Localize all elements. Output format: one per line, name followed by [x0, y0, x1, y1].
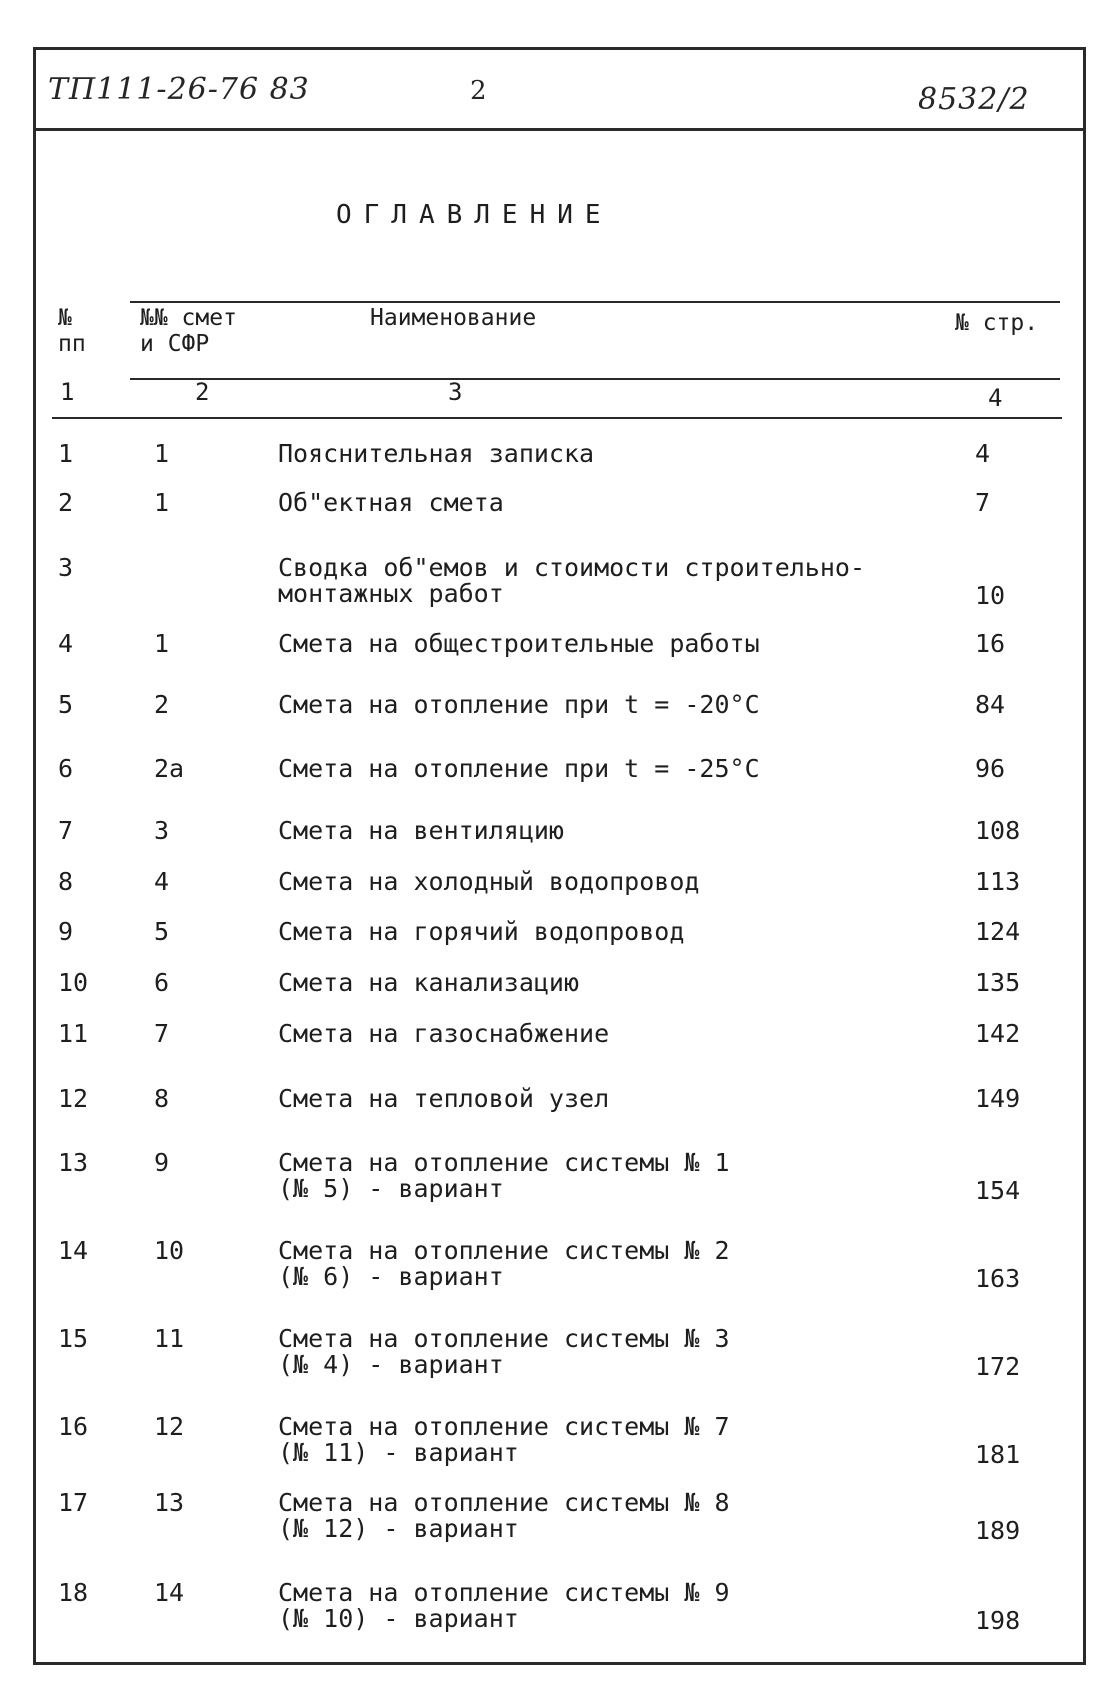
entry-name-line: Смета на отопление системы № 8 — [278, 1488, 730, 1517]
entry-name-line: Смета на общестроительные работы — [278, 629, 760, 658]
row-number: 3 — [58, 553, 74, 582]
page-reference: 198 — [975, 1606, 1021, 1635]
entry-name — [278, 970, 579, 996]
entry-name-line: Смета на отопление при t = -25°C — [278, 754, 760, 783]
entry-name — [278, 692, 760, 718]
page-reference: 4 — [975, 439, 991, 468]
entry-name — [278, 756, 760, 782]
row-number: 12 — [58, 1084, 89, 1113]
entry-name — [278, 1086, 609, 1112]
entry-name — [278, 1021, 609, 1047]
page-reference: 189 — [975, 1516, 1021, 1545]
row-number: 9 — [58, 917, 74, 946]
entry-name — [278, 1326, 730, 1378]
entry-name-line: (№ 5) - вариант — [278, 1174, 504, 1203]
entry-name-line: Смета на отопление при t = -20°C — [278, 690, 760, 719]
row-number: 4 — [58, 629, 74, 658]
page-reference: 7 — [975, 488, 991, 517]
row-number: 16 — [58, 1412, 89, 1441]
row-number: 18 — [58, 1578, 89, 1607]
entry-name-line: Сводка об"емов и стоимости строительно- — [278, 553, 865, 582]
page-reference: 96 — [975, 754, 1006, 783]
entry-name-line: (№ 10) - вариант — [278, 1604, 519, 1633]
row-number: 7 — [58, 816, 74, 845]
column-header-name: Наименование — [370, 305, 537, 331]
row-number: 13 — [58, 1148, 89, 1177]
table-colnum-rule — [52, 417, 1062, 419]
entry-name-line: Смета на отопление системы № 3 — [278, 1324, 730, 1353]
estimate-number: 8 — [154, 1084, 170, 1113]
estimate-number: 1 — [154, 488, 170, 517]
entry-name — [278, 441, 594, 467]
entry-name — [278, 1150, 730, 1202]
entry-name-line: Смета на канализацию — [278, 968, 580, 997]
entry-name — [278, 869, 699, 895]
column-number: 1 — [60, 378, 75, 406]
column-number: 2 — [195, 378, 210, 406]
page-reference: 181 — [975, 1440, 1021, 1469]
entry-name-line: Смета на отопление системы № 1 — [278, 1148, 730, 1177]
estimate-number: 13 — [154, 1488, 185, 1517]
table-top-rule — [130, 301, 1060, 303]
document-code: ТП111-26-76 83 — [48, 72, 310, 107]
entry-name-line: Смета на холодный водопровод — [278, 867, 700, 896]
entry-name — [278, 818, 564, 844]
entry-name — [278, 919, 684, 945]
entry-name-line: Смета на горячий водопровод — [278, 917, 685, 946]
column-number: 3 — [448, 378, 463, 406]
column-header-num: № пп — [58, 305, 86, 357]
estimate-number: 4 — [154, 867, 170, 896]
page-number: 2 — [470, 76, 487, 106]
entry-name-line: (№ 4) - вариант — [278, 1350, 504, 1379]
entry-name-line: (№ 6) - вариант — [278, 1262, 504, 1291]
entry-name — [278, 490, 504, 516]
entry-name-line: (№ 12) - вариант — [278, 1514, 519, 1543]
page-reference: 124 — [975, 917, 1021, 946]
row-number: 6 — [58, 754, 74, 783]
page-reference: 172 — [975, 1352, 1021, 1381]
estimate-number: 11 — [154, 1324, 185, 1353]
column-header-page: № стр. — [955, 310, 1039, 336]
entry-name-line: Пояснительная записка — [278, 439, 595, 468]
row-number: 15 — [58, 1324, 89, 1353]
estimate-number: 12 — [154, 1412, 185, 1441]
entry-name-line: Об"ектная смета — [278, 488, 504, 517]
entry-name — [278, 1414, 730, 1466]
estimate-number: 5 — [154, 917, 170, 946]
estimate-number: 14 — [154, 1578, 185, 1607]
table-header-rule — [130, 378, 1060, 380]
estimate-number: 1 — [154, 629, 170, 658]
entry-name-line: Смета на отопление системы № 7 — [278, 1412, 730, 1441]
page-reference: 16 — [975, 629, 1006, 658]
entry-name — [278, 631, 760, 657]
estimate-number: 1 — [154, 439, 170, 468]
page-reference: 10 — [975, 581, 1006, 610]
estimate-number: 10 — [154, 1236, 185, 1265]
estimate-number: 2 — [154, 690, 170, 719]
page-reference: 135 — [975, 968, 1021, 997]
estimate-number: 2а — [154, 754, 185, 783]
page-reference: 108 — [975, 816, 1021, 845]
entry-name-line: Смета на отопление системы № 9 — [278, 1578, 730, 1607]
entry-name-line: монтажных работ — [278, 579, 504, 608]
row-number: 2 — [58, 488, 74, 517]
estimate-number: 6 — [154, 968, 170, 997]
entry-name — [278, 555, 865, 607]
entry-name — [278, 1490, 730, 1542]
page-reference: 142 — [975, 1019, 1021, 1048]
entry-name — [278, 1580, 730, 1632]
entry-name — [278, 1238, 730, 1290]
row-number: 14 — [58, 1236, 89, 1265]
column-header-estimates: №№ смет и СФР — [140, 305, 237, 357]
row-number: 1 — [58, 439, 74, 468]
column-number: 4 — [988, 384, 1003, 412]
estimate-number: 3 — [154, 816, 170, 845]
row-number: 8 — [58, 867, 74, 896]
page-title: ОГЛАВЛЕНИЕ — [336, 200, 613, 230]
page-reference: 113 — [975, 867, 1021, 896]
header-divider — [33, 128, 1086, 131]
row-number: 10 — [58, 968, 89, 997]
estimate-number: 9 — [154, 1148, 170, 1177]
entry-name-line: Смета на тепловой узел — [278, 1084, 610, 1113]
entry-name-line: Смета на газоснабжение — [278, 1019, 610, 1048]
page-reference: 154 — [975, 1176, 1021, 1205]
row-number: 11 — [58, 1019, 89, 1048]
sheet-number: 8532/2 — [918, 82, 1030, 117]
page-reference: 163 — [975, 1264, 1021, 1293]
entry-name-line: Смета на вентиляцию — [278, 816, 564, 845]
page-reference: 149 — [975, 1084, 1021, 1113]
entry-name-line: Смета на отопление системы № 2 — [278, 1236, 730, 1265]
entry-name-line: (№ 11) - вариант — [278, 1438, 519, 1467]
row-number: 5 — [58, 690, 74, 719]
row-number: 17 — [58, 1488, 89, 1517]
estimate-number: 7 — [154, 1019, 170, 1048]
page-reference: 84 — [975, 690, 1006, 719]
